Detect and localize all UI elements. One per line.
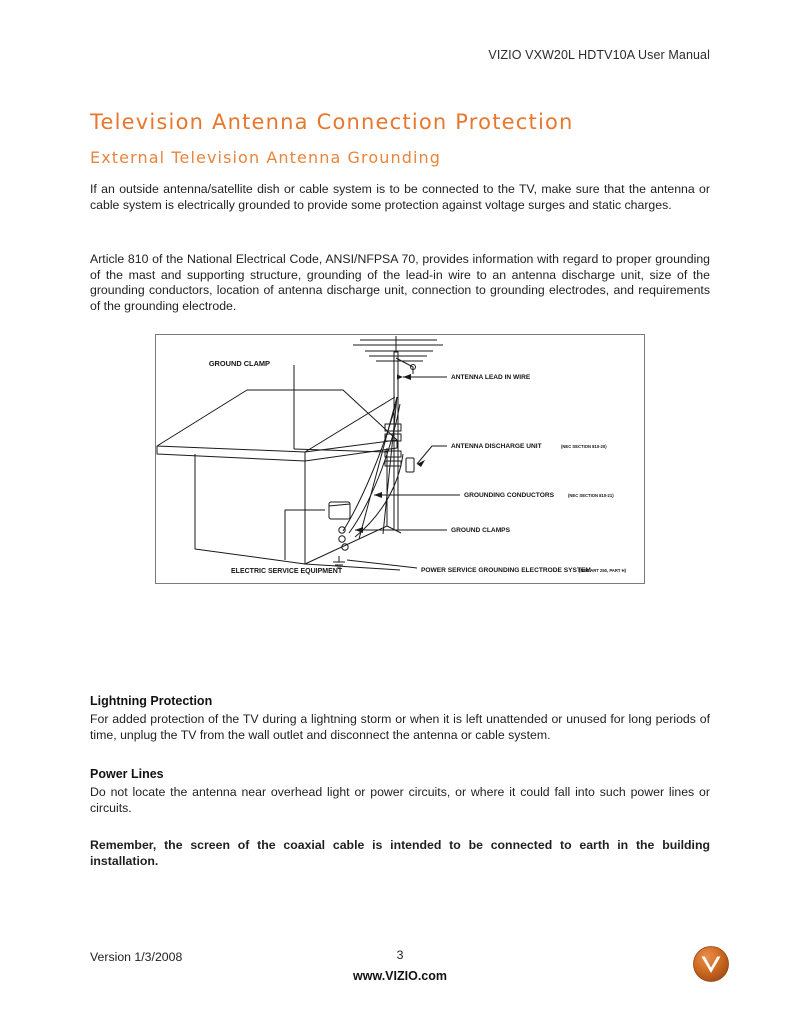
antenna-grounding-diagram bbox=[155, 334, 645, 584]
label-antenna-discharge-unit: ANTENNA DISCHARGE UNIT bbox=[451, 443, 542, 450]
label-power-service-grounding-ref: (NEC ART 250, PART H) bbox=[579, 568, 626, 573]
paragraph-power-lines: Do not locate the antenna near overhead light or power circuits, or where it could fall into such power lines or circuits. bbox=[90, 785, 710, 815]
label-electric-service-equipment: ELECTRIC SERVICE EQUIPMENT bbox=[231, 568, 343, 575]
paragraph-article-810: Article 810 of the National Electrical Code, ANSI/NFPSA 70, provides information with regard to proper grounding of the mast and supporting structure, grounding of the lead-in wire to an antenna discharge unit, size of the grounding conductors, location of antenna discharge unit, connection to grounding electrodes, and requirements of the grounding electrode. bbox=[90, 252, 710, 313]
page-title: Television Antenna Connection Protection bbox=[90, 110, 574, 134]
subheading-lightning-protection: Lightning Protection bbox=[90, 694, 213, 708]
footer-version: Version 1/3/2008 bbox=[90, 950, 183, 964]
paragraph-lightning-protection: For added protection of the TV during a lightning storm or when it is left unattended or unused for long periods of time, unplug the TV from the wall outlet and disconnect the antenna or cable system. bbox=[90, 712, 710, 742]
paragraph-antenna-grounding: If an outside antenna/satellite dish or cable system is to be connected to the TV, make sure that the antenna or cable system is electrically grounded to provide some protection against voltage surges and static charges. bbox=[90, 182, 710, 212]
paragraph-remember-note: Remember, the screen of the coaxial cable is intended to be connected to earth in the building installation. bbox=[90, 838, 710, 868]
label-grounding-conductors-ref: (NEC SECTION 810-21) bbox=[568, 493, 614, 498]
document-header-title: VIZIO VXW20L HDTV10A User Manual bbox=[488, 48, 710, 62]
label-grounding-conductors: GROUNDING CONDUCTORS bbox=[464, 492, 554, 499]
footer-website: www.VIZIO.com bbox=[353, 969, 447, 983]
vizio-logo-circle bbox=[694, 947, 729, 982]
subheading-power-lines: Power Lines bbox=[90, 767, 164, 781]
footer-page-number: 3 bbox=[396, 948, 404, 962]
section-subtitle: External Television Antenna Grounding bbox=[90, 148, 442, 167]
label-antenna-lead-in-wire: ANTENNA LEAD IN WIRE bbox=[451, 374, 531, 381]
label-antenna-discharge-unit-ref: (NEC SECTION 810-20) bbox=[561, 444, 607, 449]
label-ground-clamp: GROUND CLAMP bbox=[208, 359, 270, 368]
label-ground-clamps: GROUND CLAMPS bbox=[451, 527, 510, 534]
vizio-logo-icon bbox=[692, 945, 730, 983]
label-power-service-grounding: POWER SERVICE GROUNDING ELECTRODE SYSTEM bbox=[421, 567, 591, 574]
diagram-border bbox=[156, 335, 645, 584]
